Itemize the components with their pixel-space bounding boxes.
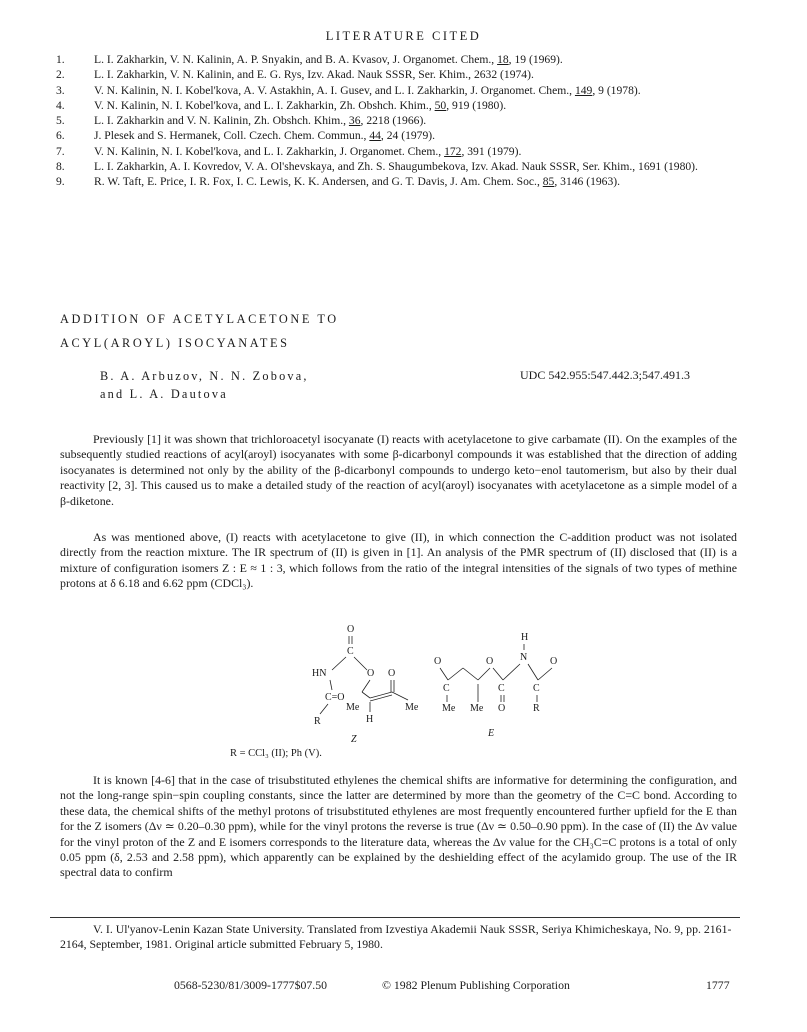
e-o4: O [498,703,506,714]
reference-text: V. N. Kalinin, N. I. Kobel'kova, and L. I. Zakharkin, Zh. Obshch. Khim., [94,98,435,112]
copyright: © 1982 Plenum Publishing Corporation [382,978,570,992]
reference-number: 7. [56,144,65,158]
reference-item [50,98,730,113]
article-title-line-2: ACYL(AROYL) ISOCYANATES [60,336,290,350]
z-c: C [347,646,354,657]
e-o3: O [550,656,558,667]
reference-volume: 18 [497,53,509,66]
reference-list [50,52,730,190]
reference-text: , 2218 (1966). [360,114,427,128]
e-isomer-structure [434,632,557,739]
reference-number: 2. [56,68,65,82]
article-title-line-1: ADDITION OF ACETYLACETONE TO [60,312,339,326]
reference-number: 5. [56,114,65,128]
e-o1: O [434,656,442,667]
reference-text: V. N. Kalinin, N. I. Kobel'kova, A. V. Astakhin, A. I. Gusev, and L. I. Zakharkin, J. Organomet. Chem., [94,83,575,97]
body-paragraph-2: As was mentioned above, (I) reacts with acetylacetone to give (II), in which connection the C-addition product was not isolated directly from the reaction mixture. The IR spectrum of (II) is given in [1]. An analysis of the PMR spectrum of (II) disclosed that (II) is a mixture of configuration isomers Z : E ≈ 1 : 3, which follows from the ratio of the integral intensities of the signals of two types of methine protons at δ 6.18 and 6.62 ppm (CDCl₃). [60,530,737,591]
reference-number: 1. [56,53,65,66]
z-hn: HN [312,668,327,679]
z-me2: Me [405,702,419,713]
reference-number: 3. [56,83,65,97]
udc-code: UDC 542.955:547.442.3;547.491.3 [520,368,691,382]
reference-volume: 44 [369,129,381,143]
reference-volume: 50 [434,98,447,112]
structure-caption: R = CCl₃ (II); Ph (V). [230,748,322,759]
e-me2: Me [470,703,484,714]
reference-number: 4. [56,98,65,112]
z-me1: Me [346,702,360,713]
z-h: H [366,714,374,725]
reference-volume: 172 [444,144,462,158]
z-isomer-structure [312,624,419,745]
authors-line-2: and L. A. Dautova [100,386,228,401]
reference-text: L. I. Zakharkin, V. N. Kalinin, A. P. Snyakin, and B. A. Kvasov, J. Organomet. Chem., [94,53,498,66]
reference-text: , 24 (1979). [380,129,436,143]
reference-text: L. I. Zakharkin and V. N. Kalinin, Zh. Obshch. Khim., [94,114,349,128]
reference-item [50,159,730,174]
footnote-text: V. I. Ul'yanov-Lenin Kazan State University. Translated from Izvestiya Akademii Nauk SSSR, Seriya Khimicheskaya, No. 9, pp. 2161-2164, September, 1981. Original article submitted February 5, 1980. [60,922,732,952]
reference-item [50,174,730,189]
literature-cited-heading: LITERATURE CITED [325,29,482,43]
reference-item [50,128,730,143]
e-c2: C [498,683,505,694]
reference-item [50,67,730,82]
e-h-top: H [521,632,529,643]
reference-text: J. Plesek and S. Hermanek, Coll. Czech. Chem. Commun., [94,129,370,143]
e-r: R [533,703,540,714]
e-me1: Me [442,703,456,714]
authors-line-1: B. A. Arbuzov, N. N. Zobova, [100,369,309,383]
reference-text: , 19 (1969). [508,53,563,66]
body-paragraph-1-block [60,432,737,509]
reference-text: , 391 (1979). [461,144,522,158]
reference-item [50,144,730,159]
authors [100,368,309,403]
reference-text: V. N. Kalinin, N. I. Kobel'kova, and L. I. Zakharkin, J. Organomet. Chem., [94,144,445,158]
e-label: E [488,728,495,739]
reference-volume: 85 [542,175,555,189]
z-o1: O [367,668,375,679]
reference-number: 9. [56,175,65,189]
e-n: N [520,652,528,663]
z-r: R [314,716,321,727]
reference-volume: 36 [348,114,361,128]
reference-number: 8. [56,160,65,174]
e-c3: C [533,683,540,694]
reference-text: R. W. Taft, E. Price, I. R. Fox, I. C. Lewis, K. K. Andersen, and G. T. Davis, J. Am. Chem. Soc., [94,175,543,189]
article-code: 0568-5230/81/3009-1777$07.50 [174,978,328,992]
z-o2: O [388,668,396,679]
reference-item [50,52,730,67]
reference-text: L. I. Zakharkin, V. N. Kalinin, and E. G. Rys, Izv. Akad. Nauk SSSR, Ser. Khim., 2632 (1974). [94,68,534,82]
footnote [60,922,740,953]
body-paragraph-1: Previously [1] it was shown that trichloroacetyl isocyanate (I) reacts with acetylacetone to give carbamate (II). On the examples of the subsequently studied reactions of acyl(aroyl) isocyanates with some β-dicarbonyl compounds it was established that the direction of adding isocyanates is determined not only by the ability of the β-dicarbonyl compounds to undergo keto−enol tautomerism, but also by their dual reactivity [2, 3]. This caused us to make a detailed study of the reaction of acyl(aroyl) isocyanates with acetylacetone as a simple model of a β-diketone. [60,432,737,508]
body-paragraph-3: It is known [4-6] that in the case of trisubstituted ethylenes the chemical shifts are informative for determining the configuration, and not the long-range spin−spin coupling constants, since the latter are determined by more than the geometry of the C=C bond. According to these data, the chemical shifts of the methyl protons of trisubstituted ethylenes are most frequently encountered further upfield for the E than for the Z isomers (Δν ≃ 0.20–0.30 ppm), while for the vinyl protons the reverse is true (Δν ≃ 0.50–0.90 ppm). In the case of (II) the Δν value for the vinyl proton of the Z and E isomers corresponds to the literature data, whereas the Δν value for the CH₃C=C protons is a total of only 0.05 ppm (δ, 2.53 and 2.58 ppm), which apparently can be explained by the deshielding effect of the acylamido group. The use of the IR spectral data to confirm [60,773,737,880]
e-o2: O [486,656,494,667]
reference-item [50,113,730,128]
page-number: 1777 [706,978,730,992]
reference-text: , 3146 (1963). [554,175,621,189]
reference-item [50,83,730,98]
z-label: Z [351,734,357,745]
e-c1: C [443,683,450,694]
z-o-top: O [347,624,355,635]
footnote-rule [50,917,740,918]
reference-text: , 919 (1980). [446,98,507,112]
reference-volume: 149 [574,83,593,97]
reference-text: , 9 (1978). [592,83,641,97]
body-paragraph-3-block [60,773,737,881]
body-paragraph-2-block [60,530,737,592]
reference-number: 6. [56,129,65,143]
reference-text: L. I. Zakharkin, A. I. Kovredov, V. A. Ol'shevskaya, and Zh. S. Shaugumbekova, Izv. Akad. Nauk SSSR, Ser. Khim., 1691 (1980). [94,160,698,174]
z-c-eq-o: C=O [325,692,345,703]
